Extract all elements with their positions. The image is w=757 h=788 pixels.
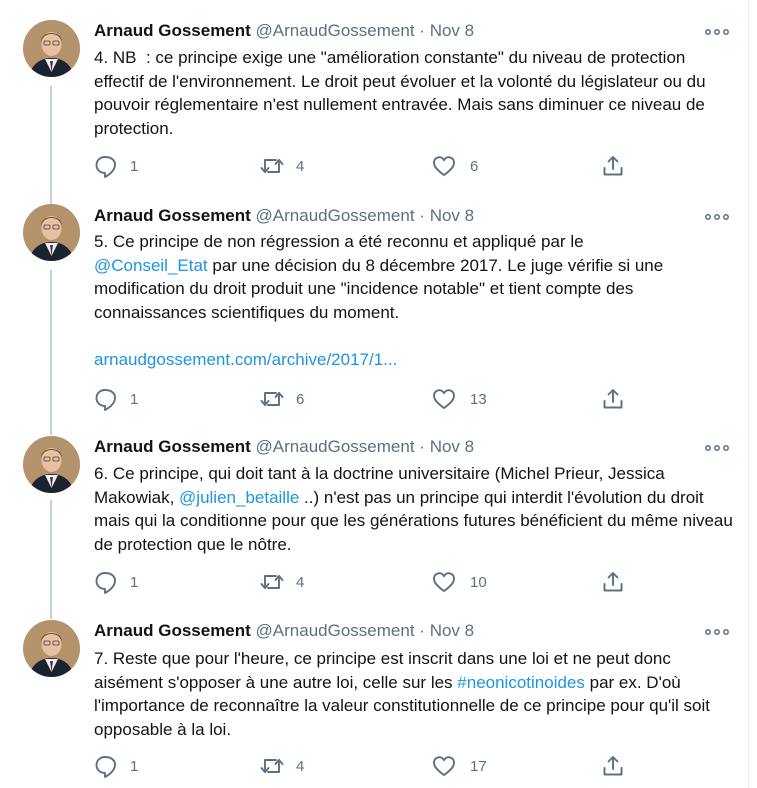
reply-icon bbox=[94, 387, 118, 411]
reply-icon bbox=[94, 754, 118, 778]
reply-count: 1 bbox=[130, 157, 139, 175]
url-link[interactable]: arnaudgossement.com/archive/2017/1... bbox=[94, 349, 398, 369]
retweet-icon bbox=[260, 754, 284, 778]
avatar-image bbox=[23, 204, 80, 261]
share-button[interactable] bbox=[601, 569, 625, 595]
reply-icon bbox=[94, 570, 118, 594]
retweet-count: 4 bbox=[296, 757, 305, 775]
tweet-date[interactable]: Nov 8 bbox=[429, 437, 475, 456]
like-count: 10 bbox=[470, 573, 487, 591]
author-name[interactable]: Arnaud Gossement bbox=[94, 437, 251, 456]
like-count: 17 bbox=[470, 757, 487, 775]
more-options-icon[interactable] bbox=[704, 25, 730, 39]
like-count: 6 bbox=[470, 157, 479, 175]
share-icon bbox=[601, 387, 625, 411]
tweet-actions bbox=[94, 753, 634, 779]
avatar-image bbox=[23, 620, 80, 677]
reply-button[interactable] bbox=[94, 753, 138, 779]
like-button[interactable] bbox=[432, 569, 487, 595]
avatar-image bbox=[23, 20, 80, 77]
retweet-button[interactable] bbox=[260, 386, 304, 412]
more-options-icon[interactable] bbox=[704, 625, 730, 639]
reply-count: 1 bbox=[130, 390, 139, 408]
like-icon bbox=[432, 154, 456, 178]
tweet-header bbox=[94, 205, 474, 227]
author-name[interactable]: Arnaud Gossement bbox=[94, 206, 251, 225]
tweet[interactable] bbox=[0, 617, 748, 788]
tweet[interactable] bbox=[0, 0, 748, 203]
like-icon bbox=[432, 570, 456, 594]
share-button[interactable] bbox=[601, 386, 625, 412]
retweet-count: 4 bbox=[296, 157, 305, 175]
share-icon bbox=[601, 754, 625, 778]
tweet[interactable] bbox=[0, 203, 748, 433]
tweet-text bbox=[94, 647, 734, 741]
tweet[interactable] bbox=[0, 433, 748, 617]
like-button[interactable] bbox=[432, 153, 478, 179]
tweet-text-part: par ex. D'où l'importance de reconnaître la valeur constitutionnelle de ce principe pour qu'il soit opposable à la loi. bbox=[94, 672, 715, 739]
share-button[interactable] bbox=[601, 153, 625, 179]
share-button[interactable] bbox=[601, 753, 625, 779]
tweet-text-part: 7. Reste que pour l'heure, ce principe est inscrit dans une loi et ne peut donc aisément s'opposer à une autre loi, celle sur les bbox=[94, 649, 676, 692]
tweet-text-part: 5. Ce principe de non régression a été reconnu et appliqué par le bbox=[94, 232, 584, 251]
tweet-text-part: 6. Ce principe, qui doit tant à la doctrine universitaire (Michel Prieur, Jessica Makowiak, bbox=[94, 464, 670, 507]
retweet-button[interactable] bbox=[260, 153, 304, 179]
hashtag-link[interactable]: #neonicotinoides bbox=[457, 672, 585, 692]
avatar[interactable] bbox=[23, 620, 80, 677]
timeline-border bbox=[748, 0, 749, 788]
retweet-icon bbox=[260, 387, 284, 411]
more-options-icon[interactable] bbox=[704, 210, 730, 224]
thread-line bbox=[50, 617, 52, 619]
thread-line bbox=[50, 86, 52, 203]
like-button[interactable] bbox=[432, 753, 487, 779]
author-handle[interactable]: @ArnaudGossement bbox=[255, 21, 415, 40]
thread-line bbox=[50, 270, 52, 433]
reply-count: 1 bbox=[130, 573, 139, 591]
thread-line bbox=[50, 500, 52, 617]
author-handle[interactable]: @ArnaudGossement bbox=[255, 206, 415, 225]
tweet-text bbox=[94, 230, 734, 372]
tweet-header bbox=[94, 436, 474, 458]
share-icon bbox=[601, 154, 625, 178]
separator-dot: · bbox=[419, 206, 425, 225]
tweet-text: 4. NB : ce principe exige une "amélioration constante" du niveau de protection effectif de l'environnement. Le droit peut évoluer et la volonté du législateur ou du pouvoir réglementaire n'est nullement entravée. Mais sans diminuer ce niveau de protection. bbox=[94, 48, 711, 138]
tweet-actions bbox=[94, 386, 634, 412]
share-icon bbox=[601, 570, 625, 594]
tweet-text bbox=[94, 462, 738, 556]
reply-button[interactable] bbox=[94, 153, 138, 179]
mention-link[interactable]: @julien_betaille bbox=[179, 487, 300, 507]
author-handle[interactable]: @ArnaudGossement bbox=[255, 437, 415, 456]
tweet-date[interactable]: Nov 8 bbox=[429, 21, 475, 40]
tweet-text-part: ..) n'est pas un principe qui interdit l'évolution du droit mais qui la conditionne pour que les générations futures bénéficient du même niveau de protection que le nôtre. bbox=[94, 487, 738, 554]
author-handle[interactable]: @ArnaudGossement bbox=[255, 621, 415, 640]
avatar[interactable] bbox=[23, 436, 80, 493]
reply-icon bbox=[94, 154, 118, 178]
retweet-icon bbox=[260, 154, 284, 178]
avatar[interactable] bbox=[23, 204, 80, 261]
retweet-count: 4 bbox=[296, 573, 305, 591]
tweet-date[interactable]: Nov 8 bbox=[429, 621, 475, 640]
separator-dot: · bbox=[419, 21, 425, 40]
tweet-date[interactable]: Nov 8 bbox=[429, 206, 475, 225]
like-button[interactable] bbox=[432, 386, 487, 412]
separator-dot: · bbox=[419, 621, 425, 640]
thread-line bbox=[50, 433, 52, 435]
tweet-actions bbox=[94, 153, 634, 179]
like-icon bbox=[432, 754, 456, 778]
avatar-image bbox=[23, 436, 80, 493]
retweet-count: 6 bbox=[296, 390, 305, 408]
retweet-button[interactable] bbox=[260, 569, 304, 595]
separator-dot: · bbox=[419, 437, 425, 456]
tweet-header bbox=[94, 20, 474, 42]
more-options-icon[interactable] bbox=[704, 441, 730, 455]
author-name[interactable]: Arnaud Gossement bbox=[94, 621, 251, 640]
tweet-actions bbox=[94, 569, 634, 595]
author-name[interactable]: Arnaud Gossement bbox=[94, 21, 251, 40]
reply-button[interactable] bbox=[94, 386, 138, 412]
reply-button[interactable] bbox=[94, 569, 138, 595]
reply-count: 1 bbox=[130, 757, 139, 775]
tweet-text-part: par une décision du 8 décembre 2017. Le juge vérifie si une modification du droit produit une "incidence notable" et tient compte des connaissances scientifiques du moment. bbox=[94, 255, 668, 322]
mention-link[interactable]: @Conseil_Etat bbox=[94, 255, 208, 275]
avatar[interactable] bbox=[23, 20, 80, 77]
like-count: 13 bbox=[470, 390, 487, 408]
retweet-icon bbox=[260, 570, 284, 594]
tweet-header bbox=[94, 620, 474, 642]
retweet-button[interactable] bbox=[260, 753, 304, 779]
like-icon bbox=[432, 387, 456, 411]
